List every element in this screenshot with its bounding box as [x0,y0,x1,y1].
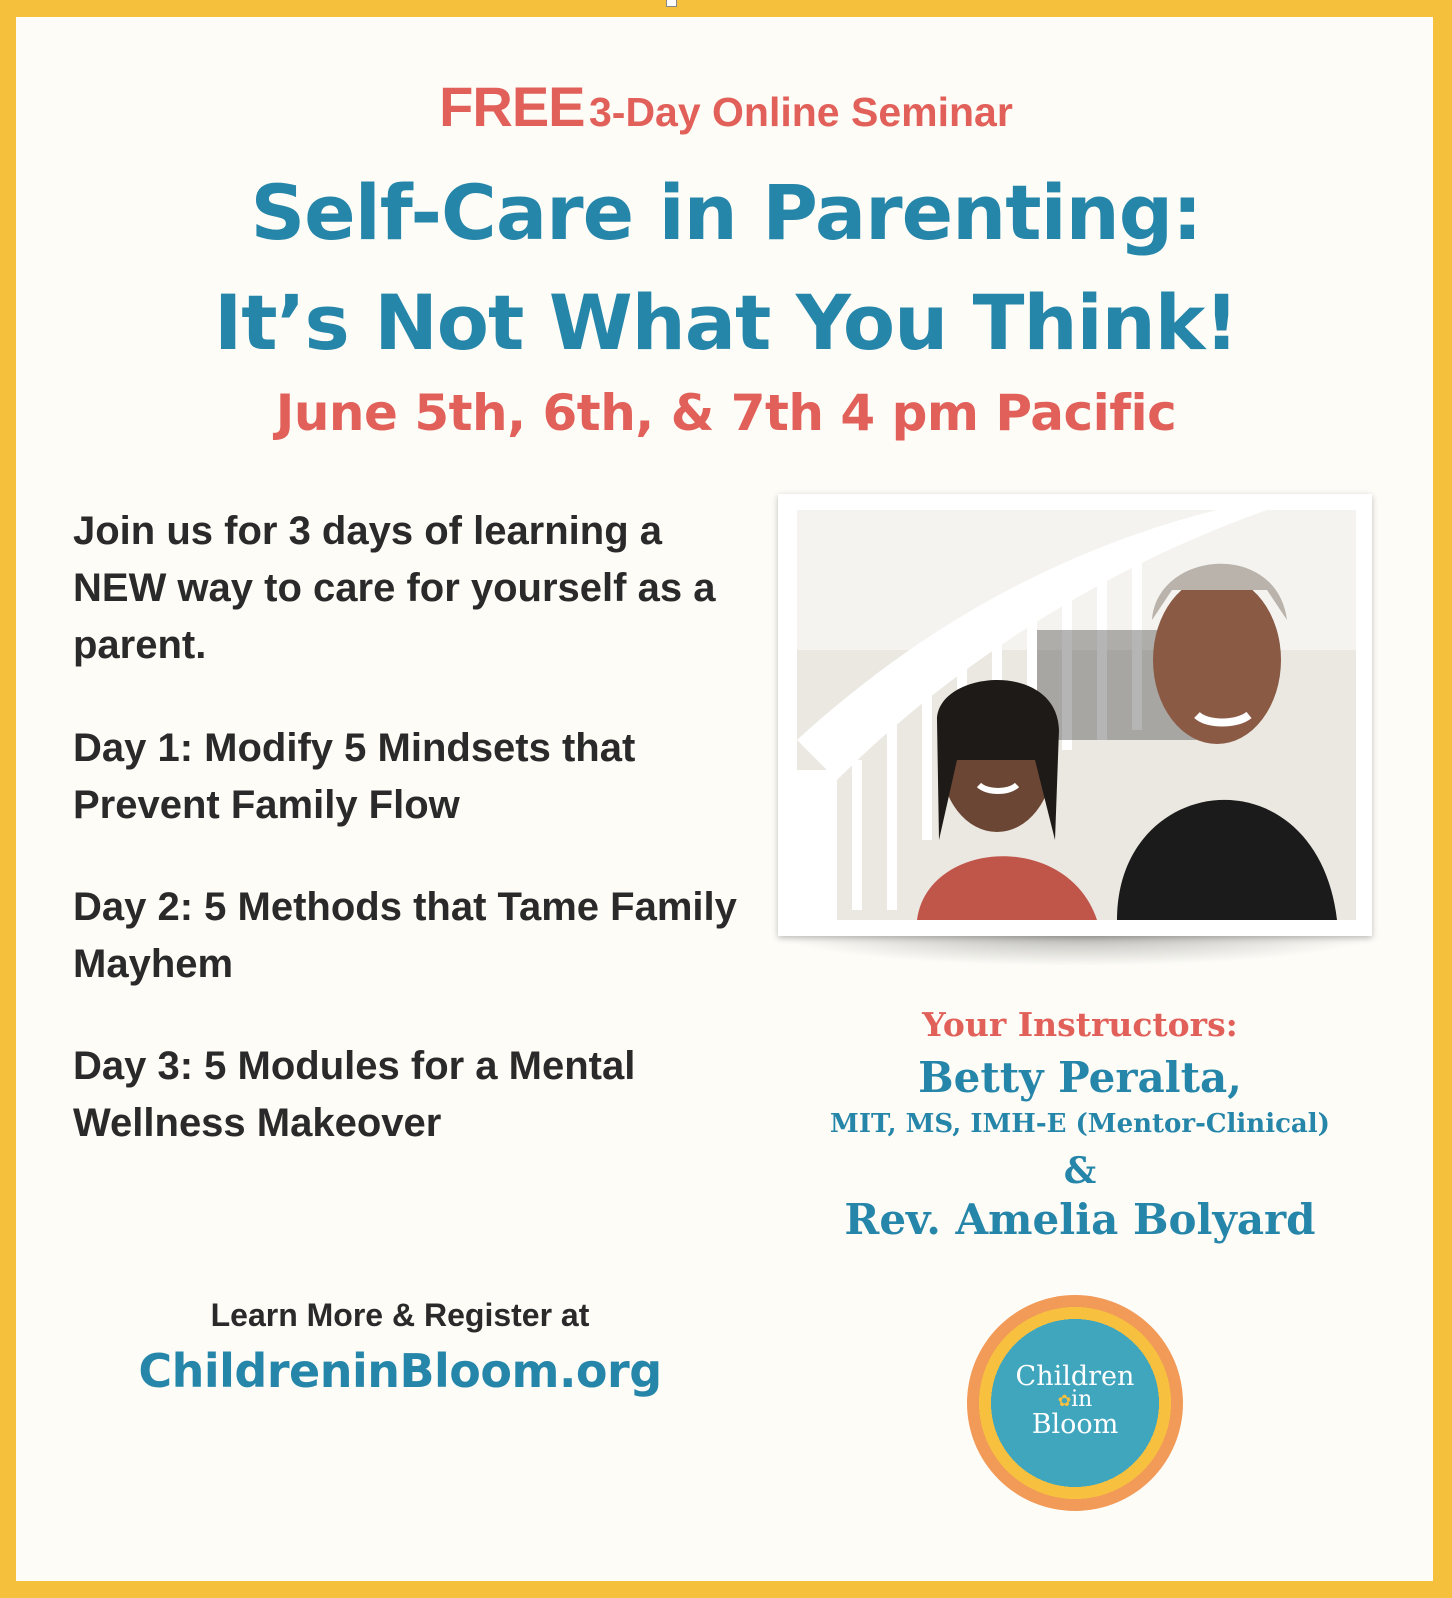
instructors-label: Your Instructors: [922,1005,1238,1044]
seminar-eyebrow [0,74,1452,139]
logo-line-2: ✿in [1057,1387,1093,1412]
instructors-photo [797,510,1356,920]
photo-shadow [774,934,1380,966]
day-1-text: Day 1: Modify 5 Mindsets that Prevent Family Flow [73,726,636,827]
seminar-label: 3-Day Online Seminar [588,89,1013,135]
title-line-2: It’s Not What You Think! [214,278,1238,367]
instructor-name-2: Rev. Amelia Bolyard [844,1195,1316,1244]
day-3-text: Day 3: 5 Modules for a Mental Wellness Makeover [73,1044,636,1145]
seminar-date: June 5th, 6th, & 7th 4 pm Pacific [275,384,1177,442]
title-line-1: Self-Care in Parenting: [250,168,1202,257]
website-link[interactable]: ChildreninBloom.org [138,1344,662,1398]
day-2-text: Day 2: 5 Methods that Tame Family Mayhem [73,885,737,986]
intro-text: Join us for 3 days of learning a NEW way to care for yourself as a parent. [73,509,716,667]
instructor-name-1: Betty Peralta, [918,1053,1242,1102]
resize-handle[interactable] [666,0,677,7]
register-label: Learn More & Register at [210,1297,590,1333]
instructor-credentials: MIT, MS, IMH-E (Mentor-Clinical) [830,1109,1330,1139]
logo-line-1: Children [1015,1361,1135,1392]
ampersand: & [1063,1150,1097,1192]
logo-text [967,1363,1183,1438]
logo-line-3: Bloom [1031,1409,1119,1440]
children-in-bloom-logo [967,1295,1183,1511]
flower-icon: ✿ [1057,1391,1072,1410]
free-label: FREE [439,75,585,138]
instructors-photo-illustration [797,510,1356,920]
